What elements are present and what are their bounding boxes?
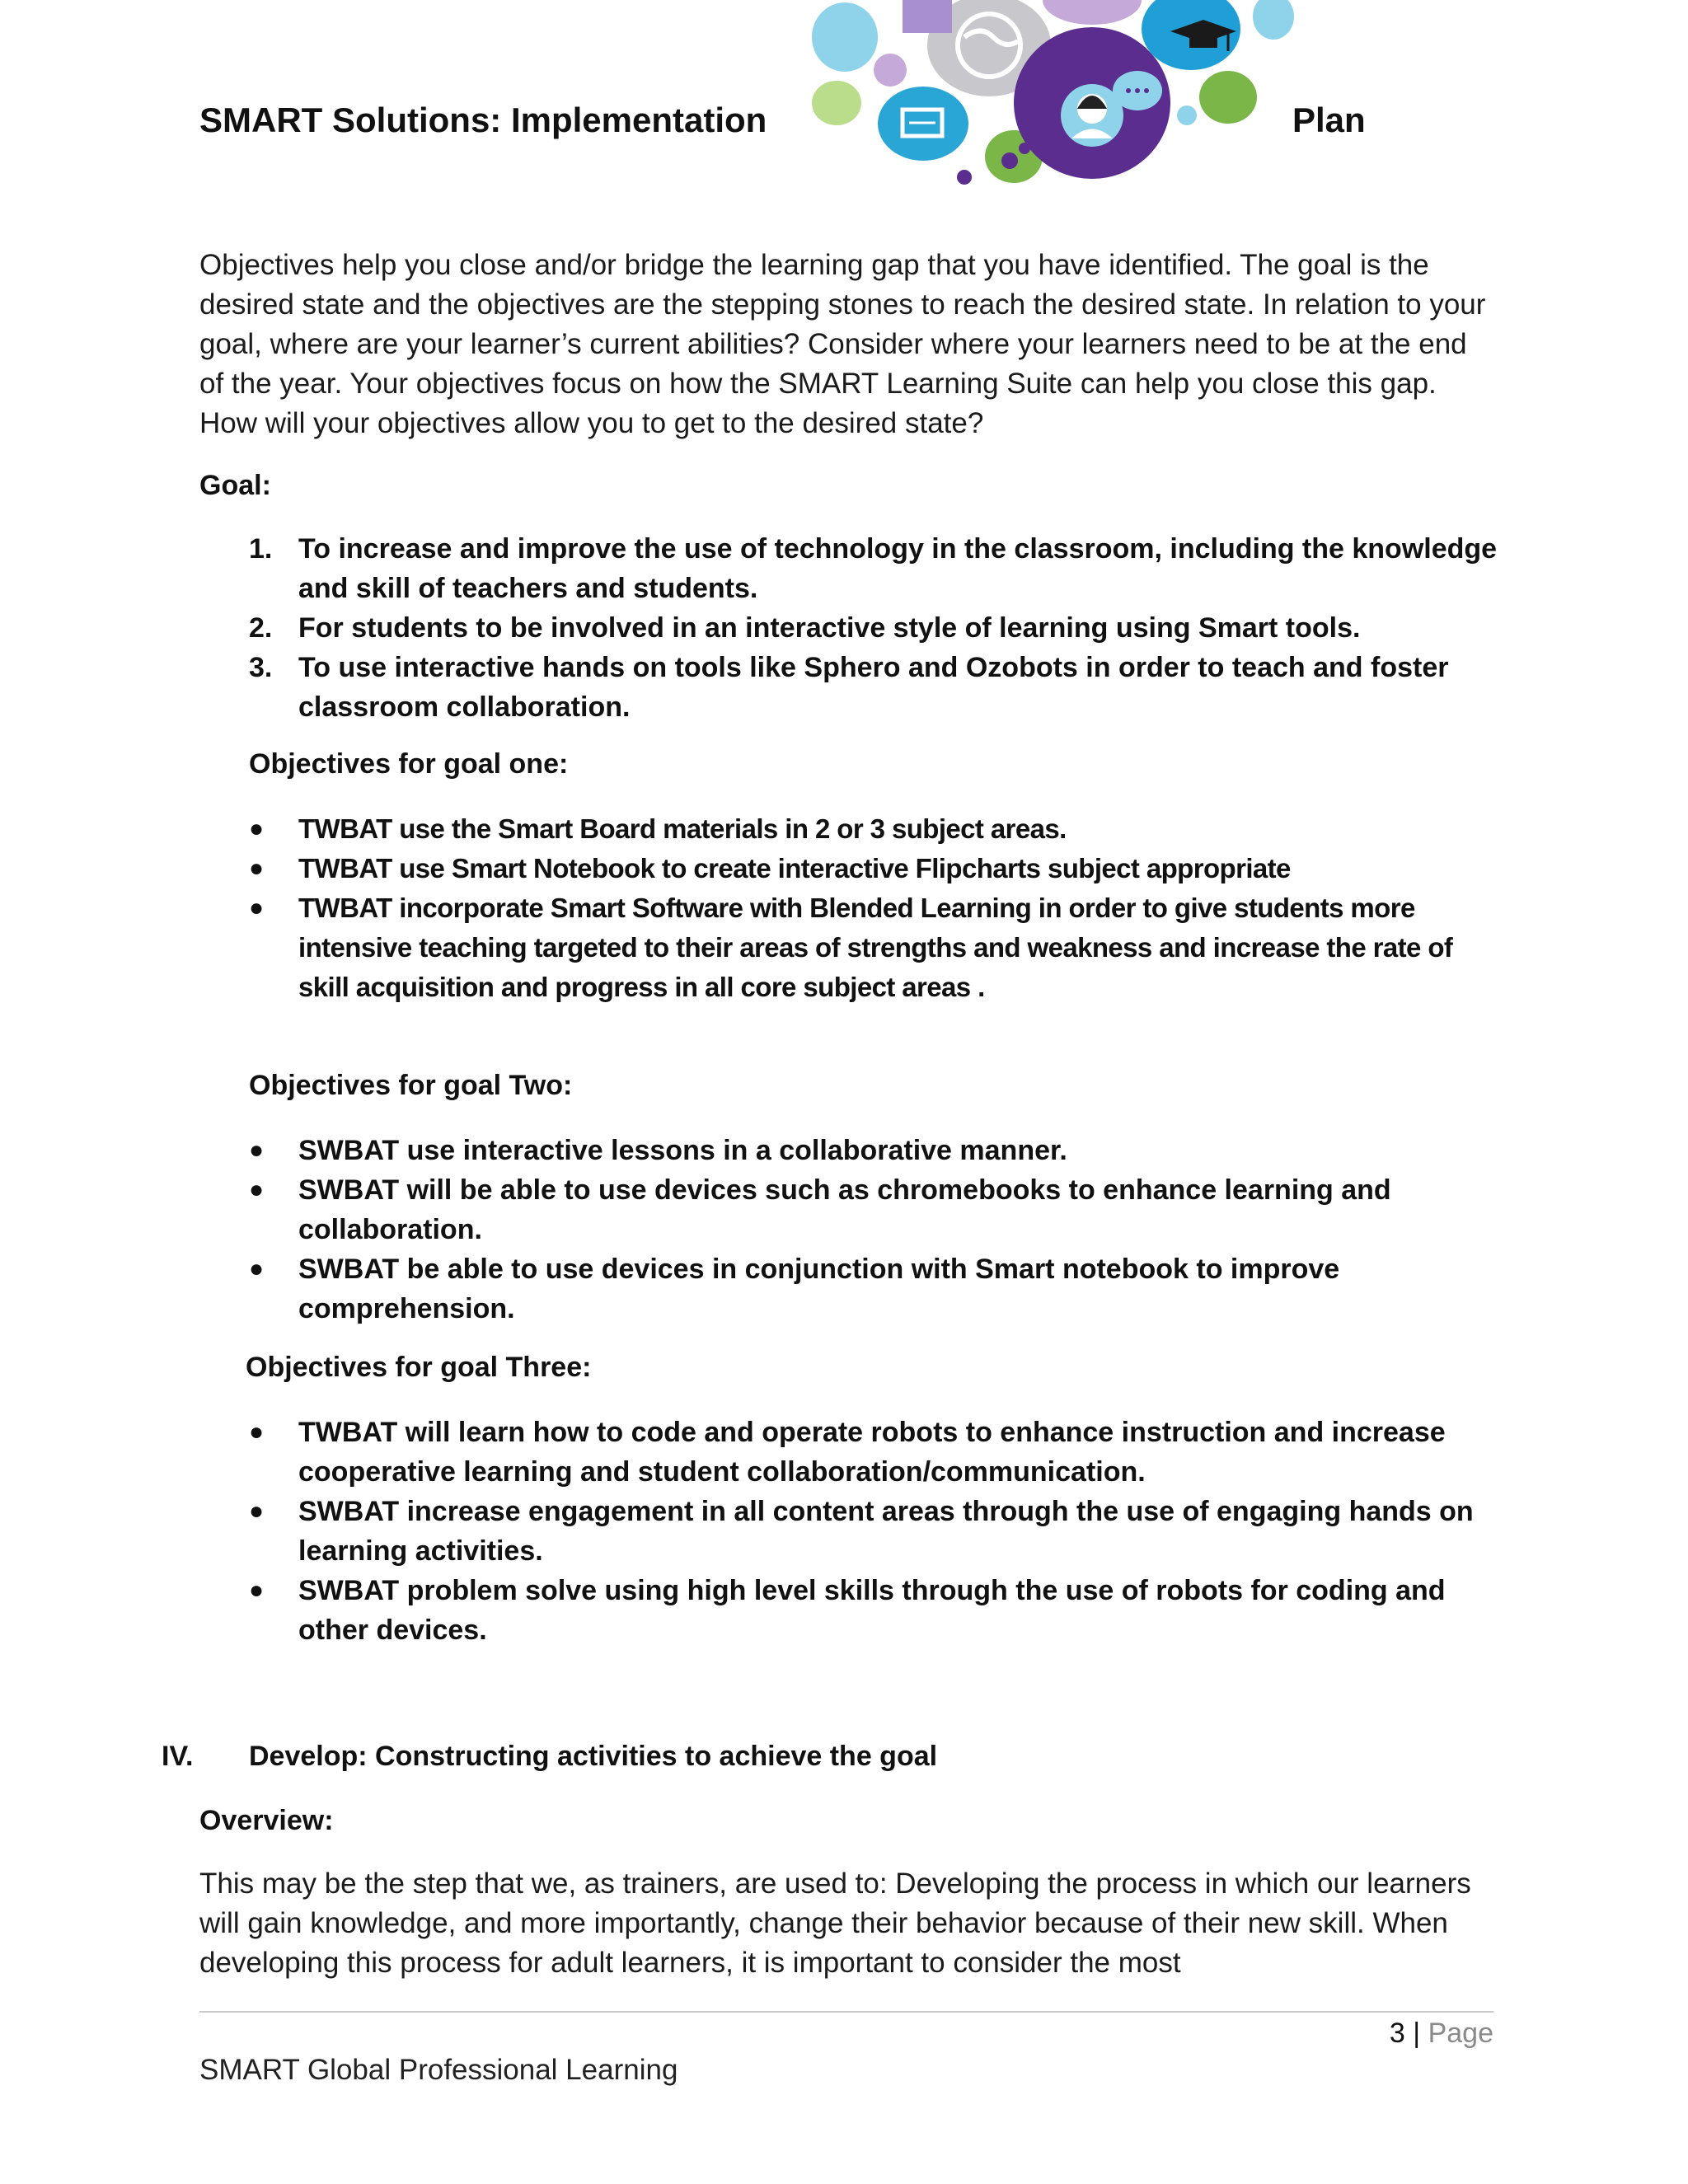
bullet-icon: ● [249,815,264,842]
page-label: Page [1428,2018,1493,2049]
section-numeral: IV. [162,1741,194,1772]
objective-text: SWBAT use interactive lessons in a collaborative manner. [298,1135,1067,1166]
goal-number: 3. [249,652,273,683]
objective-item [249,1131,1493,1170]
page-number-value: 3 [1389,2018,1405,2049]
goal-text: To use interactive hands on tools like Sphero and Ozobots in order to teach and foster classroom collaboration. [298,652,1449,723]
header-banner-illustration [812,0,1294,198]
objectives-two-heading: Objectives for goal Two: [249,1070,573,1101]
bullet-icon: ● [249,894,264,921]
objective-item [249,849,1485,888]
objective-item [249,1492,1502,1571]
objectives-two-list [249,1131,1493,1329]
objective-text: SWBAT will be able to use devices such as chromebooks to enhance learning and collaboration. [298,1174,1391,1245]
bullet-icon: ● [249,1497,265,1525]
objective-text: TWBAT incorporate Smart Software with Blended Learning in order to give students more intensive teaching targeted to their areas of strengths and weakness and increase the rate of skill acquisition and progress in all core subject areas . [298,893,1453,1002]
goal-list [249,529,1502,727]
objective-item [249,1413,1502,1492]
objectives-three-heading: Objectives for goal Three: [246,1352,592,1383]
bullet-icon: ● [249,1577,265,1604]
page-title: SMART Solutions: Implementation [199,101,767,139]
page-number-separator: | [1413,2018,1421,2049]
goal-heading: Goal: [199,470,271,501]
goal-text: To increase and improve the use of technology in the classroom, including the knowledge and skill of teachers and students. [298,533,1498,604]
objective-text: SWBAT be able to use devices in conjunction with Smart notebook to improve comprehension. [298,1254,1340,1324]
objective-item [249,1170,1493,1249]
footer-organization: SMART Global Professional Learning [199,2054,678,2086]
footer-divider [199,2011,1493,2013]
chat-bubble-icon [1113,71,1162,110]
objective-text: TWBAT will learn how to code and operate robots to enhance instruction and increase cooperative learning and student collaboration/communication. [298,1417,1446,1488]
objective-item [249,1571,1502,1650]
bullet-icon: ● [249,1418,265,1446]
page-number [1390,2018,1493,2050]
intro-paragraph: Objectives help you close and/or bridge the learning gap that you have identified. The goal is the desired state and the objectives are the stepping stones to reach the desired state. In relation to your goal, where are your learner’s current abilities? Consider where your learners need to be at the end of the year. Your objectives focus on how the SMART Learning Suite can help you close this gap. How will your objectives allow you to get to the desired state? [199,249,1486,439]
objective-text: TWBAT use Smart Notebook to create interactive Flipcharts subject appropriate [298,853,1291,883]
goal-item [249,608,1502,648]
goal-item [249,648,1502,727]
goal-number: 2. [249,612,273,644]
bullet-icon: ● [249,1176,265,1203]
page-title-suffix: Plan [1292,101,1366,139]
objective-item [249,1249,1493,1329]
objectives-one-heading: Objectives for goal one: [249,748,569,780]
objective-item [249,809,1485,849]
overview-label: Overview: [199,1805,334,1836]
section-heading: Develop: Constructing activities to achieve the goal [249,1741,938,1772]
goal-number: 1. [249,533,273,565]
objective-text: SWBAT problem solve using high level skills through the use of robots for coding and other devices. [298,1575,1446,1646]
objective-item [249,888,1485,1007]
objective-text: SWBAT increase engagement in all content areas through the use of engaging hands on learning activities. [298,1496,1474,1567]
goal-item [249,529,1502,608]
objective-text: TWBAT use the Smart Board materials in 2 or 3 subject areas. [298,813,1067,844]
bullet-icon: ● [249,1137,265,1164]
goal-text: For students to be involved in an interactive style of learning using Smart tools. [298,612,1361,644]
bullet-icon: ● [249,855,264,882]
overview-paragraph: This may be the step that we, as trainers, are used to: Developing the process in which our learners will gain knowledge, and more importantly, change their behavior because of their new skill. When developing this process for adult learners, it is important to consider the most [199,1868,1471,1979]
objectives-three-list [249,1413,1502,1650]
objectives-one-list [249,809,1485,1007]
bullet-icon: ● [249,1255,265,1282]
